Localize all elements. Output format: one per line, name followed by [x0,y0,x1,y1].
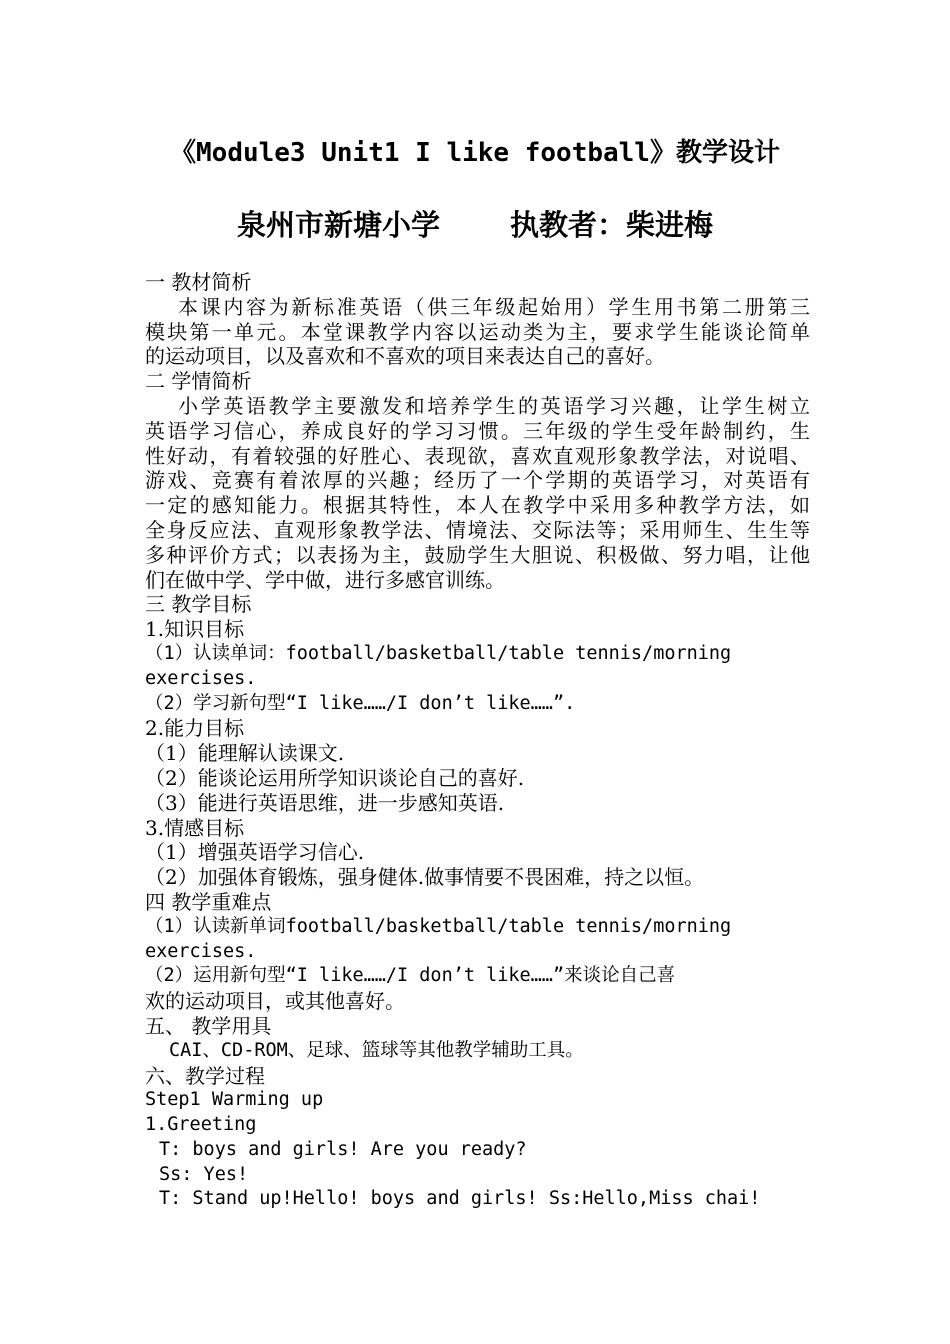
list-item: （2）学习新句型“I like……/I don’t like……”. [145,692,576,714]
subheading-ability: 2.能力目标 [145,716,245,741]
section-heading-key-points: 四 教学重难点 [145,889,272,914]
paragraph-line: 多种评价方式；以表扬为主，鼓励学生大胆说、积极做、努力唱，让他 [145,542,810,567]
paragraph-line: 们在做中学、学中做，进行多感官训练。 [145,567,505,592]
section-heading-materials-tools: 五、 教学用具 [145,1013,272,1038]
document-body [145,270,810,1212]
list-item: （1）能理解认读课文. [145,741,345,766]
dialogue-line: T: boys and girls! Are you ready? [159,1138,527,1160]
paragraph-line: CAI、CD-ROM、足球、篮球等其他教学辅助工具。 [169,1039,584,1061]
teacher-name: 执教者：柴进梅 [510,208,714,242]
list-item-continuation: exercises. [145,940,257,962]
title-english-part: 《Module3 Unit1 I like football》 [170,138,676,168]
paragraph-line: 全身反应法、直观形象教学法、情境法、交际法等；采用师生、生生等 [145,517,810,542]
subheading-knowledge: 1.知识目标 [145,617,245,642]
step-subheading: 1.Greeting [145,1114,257,1136]
paragraph-line: 模块第一单元。本堂课教学内容以运动类为主，要求学生能谈论简单 [145,319,810,344]
list-item: （2）运用新句型“I like……/I don’t like……”来谈论自己喜 [145,965,676,987]
paragraph-line: 游戏、竞赛有着浓厚的兴趣；经历了一个学期的英语学习，对英语有 [145,468,810,493]
list-item: （1）认读新单词football/basketball/table tennis/morning [145,915,732,937]
subheading-emotion: 3.情感目标 [145,815,245,840]
dialogue-line: Ss: Yes! [159,1163,249,1185]
paragraph-line: 一定的感知能力。根据其特性，本人在教学中采用多种教学方法，如 [145,493,810,518]
school-name: 泉州市新塘小学 [236,208,440,242]
document-title [0,132,950,169]
step-heading: Step1 Warming up [145,1089,324,1111]
section-heading-objectives: 三 教学目标 [145,592,252,617]
list-item: （2）加强体育锻炼，强身健体.做事情要不畏困难，持之以恒。 [145,865,705,890]
paragraph-line: 本课内容为新标准英语（供三年级起始用）学生用书第二册第三 [178,294,810,319]
paragraph-line: 的运动项目，以及喜欢和不喜欢的项目来表达自己的喜好。 [145,344,665,369]
list-item-continuation: exercises. [145,667,257,689]
document-subtitle [0,203,950,244]
title-chinese-part: 教学设计 [675,138,780,168]
list-item-continuation: 欢的运动项目，或其他喜好。 [145,989,405,1014]
section-heading-process: 六、教学过程 [145,1063,265,1088]
dialogue-line: T: Stand up!Hello! boys and girls! Ss:Hello,Miss chai! [159,1188,761,1210]
list-item: （3）能进行英语思维，进一步感知英语. [145,790,505,815]
paragraph-line: 小学英语教学主要激发和培养学生的英语学习兴趣，让学生树立 [178,393,810,418]
list-item: （1）认读单词：football/basketball/table tennis/morning [145,642,732,664]
paragraph-line: 性好动，有着较强的好胜心、表现欲，喜欢直观形象教学法，对说唱、 [145,443,810,468]
list-item: （1）增强英语学习信心. [145,840,365,865]
section-heading-materials: 一 教材简析 [145,270,252,294]
list-item: （2）能谈论运用所学知识谈论自己的喜好. [145,765,525,790]
paragraph-line: 英语学习信心，养成良好的学习习惯。三年级的学生受年龄制约，生 [145,418,810,443]
section-heading-students: 二 学情简析 [145,369,252,394]
